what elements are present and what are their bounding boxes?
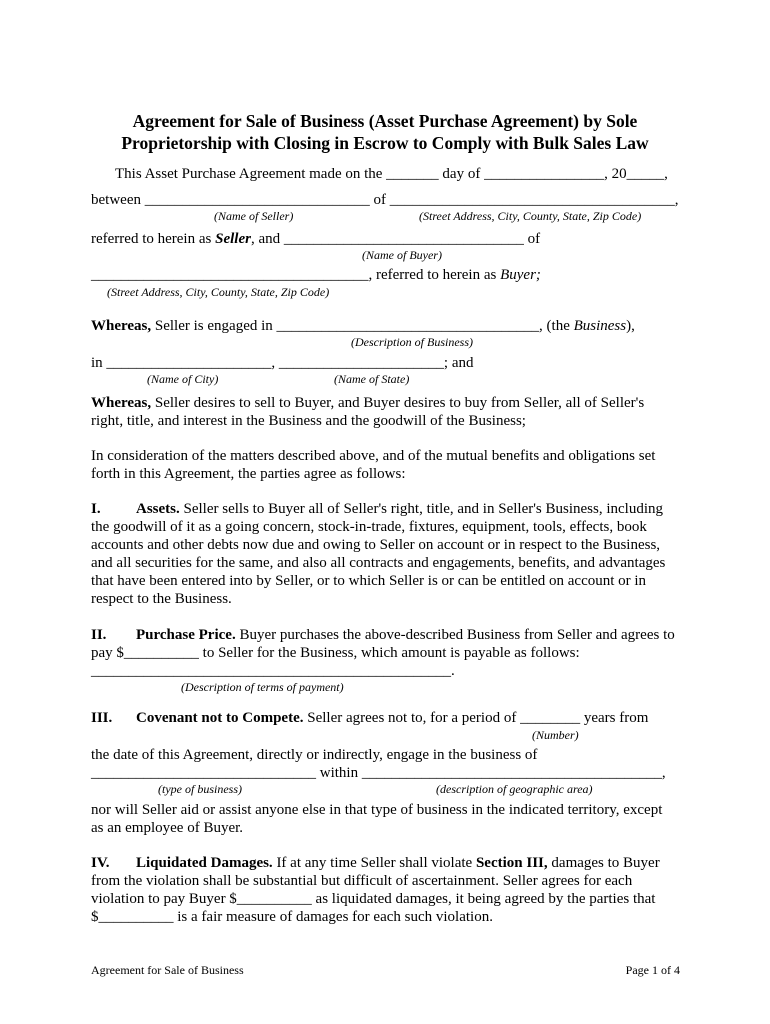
caption-state: (Name of State) xyxy=(334,372,410,386)
section-4-text: If at any time Seller shall violate xyxy=(272,855,476,871)
consideration-line-2: forth in this Agreement, the parties agree as follows: xyxy=(91,466,406,482)
section-2-text: Buyer purchases the above-described Business from Seller and agrees to xyxy=(235,627,675,643)
buyer-name-blank[interactable]: ________________________________ xyxy=(283,231,524,247)
the-text: , (the xyxy=(539,318,574,334)
section-1-line-5: that have been entered into by Seller, or to which Seller is or can be entitled on account or in xyxy=(91,573,647,589)
section-3-number: III. xyxy=(91,710,113,726)
section-1-heading: Assets. xyxy=(136,501,180,517)
section-3-line-5: as an employee of Buyer. xyxy=(91,820,244,836)
intro-line: This Asset Purchase Agreement made on the _______ day of ________________, 20_____, xyxy=(115,166,668,182)
of-text: of xyxy=(369,192,390,208)
whereas-sell-line-2: right, title, and interest in the Business and the goodwill of the Business; xyxy=(91,413,526,429)
business-description-blank[interactable]: ___________________________________ xyxy=(276,318,540,334)
section-2-heading: Purchase Price. xyxy=(136,627,236,643)
section-1-line-6: respect to the Business. xyxy=(91,591,232,607)
section-4-number: IV. xyxy=(91,855,110,871)
section-3-heading: Covenant not to Compete. xyxy=(136,710,304,726)
referred-buyer-text: , referred to herein as xyxy=(368,267,501,283)
referred-text: referred to herein as xyxy=(91,231,216,247)
and-text: , and xyxy=(250,231,284,247)
section-3-line-1 xyxy=(91,709,648,727)
referred-seller-line xyxy=(91,230,540,248)
section-4-heading: Liquidated Damages. xyxy=(136,855,273,871)
document-title-line-2: Proprietorship with Closing in Escrow to Comply with Bulk Sales Law xyxy=(121,133,649,153)
caption-number: (Number) xyxy=(532,728,579,742)
caption-type-of-business: (type of business) xyxy=(158,782,242,796)
city-state-line: in ______________________, ______________________; and xyxy=(91,355,474,371)
section-3-reference: Section III, xyxy=(475,855,548,871)
of-text-2: of xyxy=(523,231,541,247)
caption-buyer-address: (Street Address, City, County, State, Zip Code) xyxy=(107,285,330,299)
section-1-line-2: the goodwill of it as a going concern, stock-in-trade, fixtures, equipment, tools, effects, book xyxy=(91,519,647,535)
consideration-line-1: In consideration of the matters described above, and of the mutual benefits and obligations set xyxy=(91,448,656,464)
section-1-number: I. xyxy=(91,501,101,517)
business-defined-term: Business xyxy=(573,318,627,334)
section-4-line-1 xyxy=(91,854,660,872)
between-text: between xyxy=(91,192,145,208)
footer-page-number: Page 1 of 4 xyxy=(625,963,680,977)
whereas-sell-line-1 xyxy=(91,394,644,412)
section-4-line-4: $__________ is a fair measure of damages for each such violation. xyxy=(91,909,493,925)
caption-payment-terms: (Description of terms of payment) xyxy=(181,680,344,694)
caption-seller-name: (Name of Seller) xyxy=(214,209,294,223)
document-title-line-1: Agreement for Sale of Business (Asset Purchase Agreement) by Sole xyxy=(132,111,638,131)
section-2-line-1 xyxy=(91,626,675,644)
whereas-label-1: Whereas, xyxy=(91,318,152,334)
section-1-text: Seller sells to Buyer all of Seller's right, title, and in Seller's Business, including xyxy=(179,501,664,517)
buyer-address-blank[interactable]: _____________________________________ xyxy=(91,267,369,283)
section-1-line-1 xyxy=(91,500,663,518)
footer-document-title: Agreement for Sale of Business xyxy=(91,963,244,977)
seller-address-blank[interactable]: ______________________________________, xyxy=(389,192,679,208)
caption-geographic-area: (description of geographic area) xyxy=(436,782,593,796)
section-3-text: Seller agrees not to, for a period of ________ years from xyxy=(303,710,649,726)
section-3-line-2: the date of this Agreement, directly or indirectly, engage in the business of xyxy=(91,747,538,763)
payment-terms-blank[interactable]: ________________________________________________. xyxy=(91,663,455,679)
caption-city: (Name of City) xyxy=(147,372,219,386)
buyer-address-line xyxy=(91,266,541,284)
engaged-text: Seller is engaged in xyxy=(151,318,277,334)
section-3-line-4: nor will Seller aid or assist anyone else in that type of business in the indicated territory, except xyxy=(91,802,663,818)
between-line xyxy=(91,191,678,209)
whereas-business-line xyxy=(91,317,635,335)
section-4-line-2: from the violation shall be substantial but difficult of ascertainment. Seller agrees for each xyxy=(91,873,633,889)
seller-defined-term: Seller xyxy=(215,231,251,247)
seller-name-blank[interactable]: ______________________________ xyxy=(144,192,370,208)
caption-seller-address: (Street Address, City, County, State, Zip Code) xyxy=(419,209,642,223)
paren-close-text: ), xyxy=(626,318,635,334)
caption-buyer-name: (Name of Buyer) xyxy=(362,248,442,262)
whereas-label-2: Whereas, xyxy=(91,395,152,411)
section-3-line-3: ______________________________ within ________________________________________, xyxy=(91,765,666,781)
whereas-sell-text: Seller desires to sell to Buyer, and Buyer desires to buy from Seller, all of Seller's xyxy=(151,395,645,411)
section-4-line-3: violation to pay Buyer $__________ as liquidated damages, it being agreed by the parties that xyxy=(91,891,656,907)
section-1-line-4: and all securities for the same, and also all contracts and engagements, benefits, and advantages xyxy=(91,555,666,571)
section-1-line-3: accounts and other debts now due and owing to Seller on account or in respect to the Business, xyxy=(91,537,661,553)
caption-business-description: (Description of Business) xyxy=(351,335,473,349)
section-2-number: II. xyxy=(91,627,107,643)
section-2-line-2: pay $__________ to Seller for the Business, which amount is payable as follows: xyxy=(91,645,580,661)
buyer-defined-term: Buyer; xyxy=(500,267,541,283)
section-4-text-end: damages to Buyer xyxy=(547,855,660,871)
